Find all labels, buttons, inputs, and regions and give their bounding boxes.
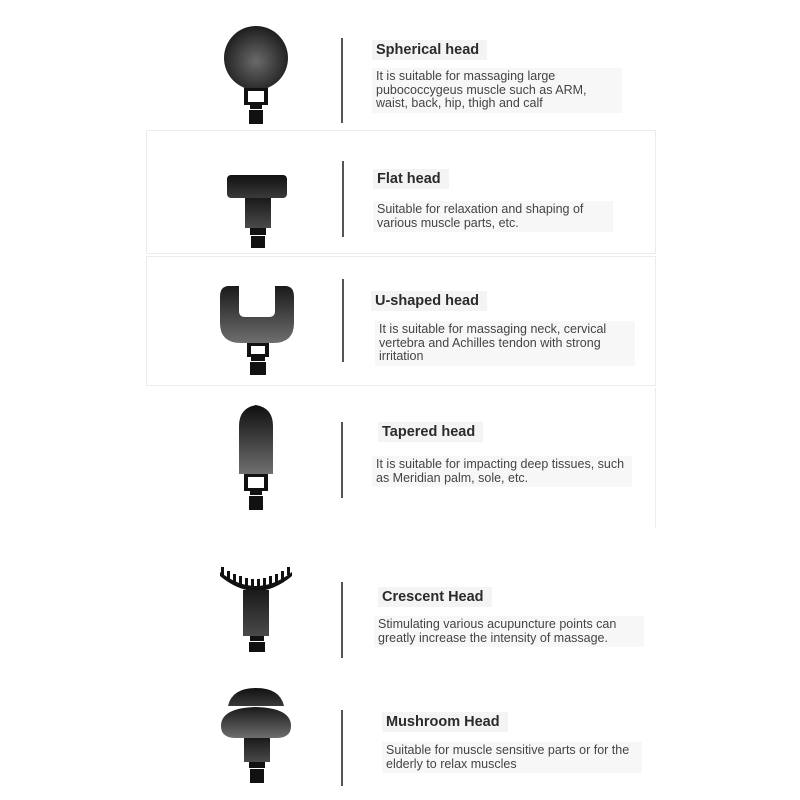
head-title: Mushroom Head <box>382 712 508 732</box>
head-description: Stimulating various acupuncture points can greatly increase the intensity of massage. <box>374 616 644 647</box>
head-card-tapered <box>146 388 656 528</box>
head-card-spherical <box>146 0 656 128</box>
head-card-u-shaped <box>146 256 656 386</box>
spherical-head-icon <box>206 0 306 128</box>
head-title: Tapered head <box>378 422 483 442</box>
head-title: Flat head <box>373 169 449 189</box>
crescent-head-icon <box>206 548 306 668</box>
divider <box>342 279 344 362</box>
head-description: Suitable for muscle sensitive parts or for the elderly to relax muscles <box>382 742 642 773</box>
divider <box>341 582 343 658</box>
tapered-head-icon <box>206 388 306 528</box>
head-description: It is suitable for massaging neck, cervical vertebra and Achilles tendon with strong irritation <box>375 321 635 366</box>
divider <box>341 710 343 786</box>
u-shaped-head-icon <box>207 257 307 385</box>
mushroom-head-icon <box>206 674 306 800</box>
head-description: It is suitable for massaging large pubococcygeus muscle such as ARM, waist, back, hip, thigh and calf <box>372 68 622 113</box>
head-title: U-shaped head <box>371 291 487 311</box>
divider <box>341 422 343 498</box>
head-description: It is suitable for impacting deep tissues, such as Meridian palm, sole, etc. <box>372 456 632 487</box>
head-title: Crescent Head <box>378 587 492 607</box>
head-card-flat <box>146 130 656 254</box>
flat-head-icon <box>207 131 307 253</box>
head-card-mushroom <box>146 674 656 800</box>
divider <box>342 161 344 237</box>
head-description: Suitable for relaxation and shaping of various muscle parts, etc. <box>373 201 613 232</box>
divider <box>341 38 343 123</box>
head-title: Spherical head <box>372 40 487 60</box>
head-card-crescent <box>146 548 656 668</box>
